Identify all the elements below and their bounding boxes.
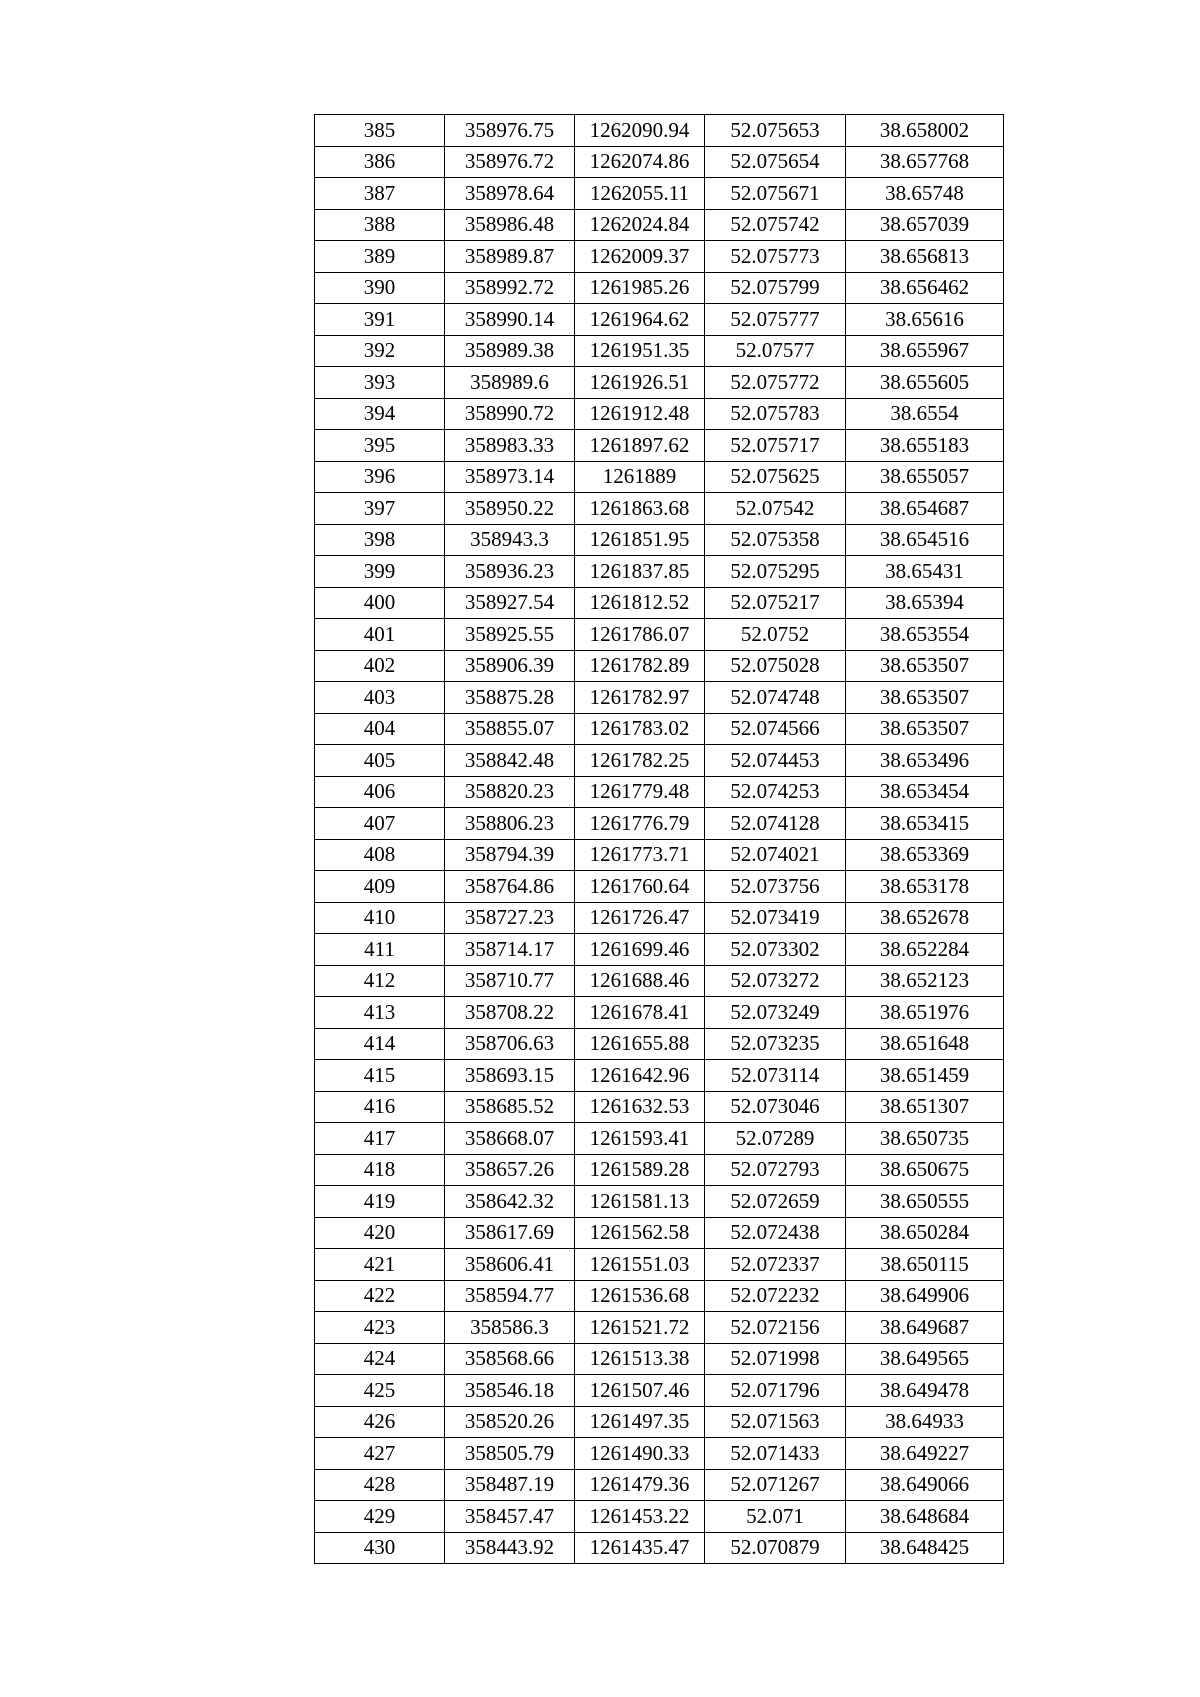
longitude-cell: 38.658002 [846, 115, 1004, 147]
x-coordinate-cell: 358505.79 [445, 1438, 575, 1470]
point-number-cell: 416 [315, 1091, 445, 1123]
table-row [315, 1091, 1004, 1123]
latitude-cell: 52.075295 [705, 556, 846, 588]
table-row [315, 587, 1004, 619]
latitude-cell: 52.075742 [705, 209, 846, 241]
x-coordinate-cell: 358568.66 [445, 1343, 575, 1375]
longitude-cell: 38.650284 [846, 1217, 1004, 1249]
y-coordinate-cell: 1262009.37 [575, 241, 705, 273]
table-row [315, 209, 1004, 241]
table-row [315, 272, 1004, 304]
y-coordinate-cell: 1262024.84 [575, 209, 705, 241]
latitude-cell: 52.074128 [705, 808, 846, 840]
x-coordinate-cell: 358594.77 [445, 1280, 575, 1312]
longitude-cell: 38.650555 [846, 1186, 1004, 1218]
point-number-cell: 385 [315, 115, 445, 147]
y-coordinate-cell: 1261581.13 [575, 1186, 705, 1218]
y-coordinate-cell: 1261851.95 [575, 524, 705, 556]
latitude-cell: 52.073272 [705, 965, 846, 997]
longitude-cell: 38.655057 [846, 461, 1004, 493]
longitude-cell: 38.648684 [846, 1501, 1004, 1533]
latitude-cell: 52.07289 [705, 1123, 846, 1155]
table-row [315, 965, 1004, 997]
longitude-cell: 38.6554 [846, 398, 1004, 430]
x-coordinate-cell: 358925.55 [445, 619, 575, 651]
y-coordinate-cell: 1261513.38 [575, 1343, 705, 1375]
table-row [315, 398, 1004, 430]
table-row [315, 1469, 1004, 1501]
latitude-cell: 52.075653 [705, 115, 846, 147]
table-row [315, 1532, 1004, 1564]
latitude-cell: 52.074748 [705, 682, 846, 714]
latitude-cell: 52.075625 [705, 461, 846, 493]
point-number-cell: 418 [315, 1154, 445, 1186]
latitude-cell: 52.073756 [705, 871, 846, 903]
longitude-cell: 38.653507 [846, 650, 1004, 682]
point-number-cell: 405 [315, 745, 445, 777]
longitude-cell: 38.65431 [846, 556, 1004, 588]
y-coordinate-cell: 1261490.33 [575, 1438, 705, 1470]
y-coordinate-cell: 1261632.53 [575, 1091, 705, 1123]
latitude-cell: 52.075671 [705, 178, 846, 210]
longitude-cell: 38.654687 [846, 493, 1004, 525]
y-coordinate-cell: 1261760.64 [575, 871, 705, 903]
longitude-cell: 38.653369 [846, 839, 1004, 871]
point-number-cell: 404 [315, 713, 445, 745]
longitude-cell: 38.650675 [846, 1154, 1004, 1186]
x-coordinate-cell: 358606.41 [445, 1249, 575, 1281]
x-coordinate-cell: 358617.69 [445, 1217, 575, 1249]
y-coordinate-cell: 1261521.72 [575, 1312, 705, 1344]
x-coordinate-cell: 358710.77 [445, 965, 575, 997]
table-row [315, 461, 1004, 493]
y-coordinate-cell: 1261776.79 [575, 808, 705, 840]
latitude-cell: 52.071563 [705, 1406, 846, 1438]
longitude-cell: 38.657768 [846, 146, 1004, 178]
table-row [315, 934, 1004, 966]
latitude-cell: 52.071433 [705, 1438, 846, 1470]
y-coordinate-cell: 1261479.36 [575, 1469, 705, 1501]
point-number-cell: 409 [315, 871, 445, 903]
y-coordinate-cell: 1261782.97 [575, 682, 705, 714]
table-row [315, 241, 1004, 273]
y-coordinate-cell: 1261536.68 [575, 1280, 705, 1312]
table-row [315, 1406, 1004, 1438]
x-coordinate-cell: 358586.3 [445, 1312, 575, 1344]
longitude-cell: 38.653178 [846, 871, 1004, 903]
x-coordinate-cell: 358842.48 [445, 745, 575, 777]
point-number-cell: 411 [315, 934, 445, 966]
table-row [315, 304, 1004, 336]
y-coordinate-cell: 1261699.46 [575, 934, 705, 966]
point-number-cell: 412 [315, 965, 445, 997]
point-number-cell: 397 [315, 493, 445, 525]
point-number-cell: 429 [315, 1501, 445, 1533]
y-coordinate-cell: 1261779.48 [575, 776, 705, 808]
point-number-cell: 395 [315, 430, 445, 462]
y-coordinate-cell: 1261435.47 [575, 1532, 705, 1564]
point-number-cell: 400 [315, 587, 445, 619]
latitude-cell: 52.074453 [705, 745, 846, 777]
x-coordinate-cell: 358983.33 [445, 430, 575, 462]
x-coordinate-cell: 358906.39 [445, 650, 575, 682]
longitude-cell: 38.64933 [846, 1406, 1004, 1438]
table-row [315, 1249, 1004, 1281]
longitude-cell: 38.653507 [846, 713, 1004, 745]
point-number-cell: 414 [315, 1028, 445, 1060]
latitude-cell: 52.073114 [705, 1060, 846, 1092]
y-coordinate-cell: 1261593.41 [575, 1123, 705, 1155]
point-number-cell: 406 [315, 776, 445, 808]
table-row [315, 115, 1004, 147]
x-coordinate-cell: 358989.87 [445, 241, 575, 273]
y-coordinate-cell: 1261688.46 [575, 965, 705, 997]
table-row [315, 367, 1004, 399]
point-number-cell: 387 [315, 178, 445, 210]
point-number-cell: 428 [315, 1469, 445, 1501]
y-coordinate-cell: 1261786.07 [575, 619, 705, 651]
latitude-cell: 52.072659 [705, 1186, 846, 1218]
x-coordinate-cell: 358855.07 [445, 713, 575, 745]
table-row [315, 1438, 1004, 1470]
y-coordinate-cell: 1261726.47 [575, 902, 705, 934]
longitude-cell: 38.649478 [846, 1375, 1004, 1407]
x-coordinate-cell: 358806.23 [445, 808, 575, 840]
y-coordinate-cell: 1261912.48 [575, 398, 705, 430]
x-coordinate-cell: 358657.26 [445, 1154, 575, 1186]
latitude-cell: 52.075772 [705, 367, 846, 399]
y-coordinate-cell: 1262074.86 [575, 146, 705, 178]
table-row [315, 776, 1004, 808]
table-row [315, 556, 1004, 588]
latitude-cell: 52.075717 [705, 430, 846, 462]
point-number-cell: 413 [315, 997, 445, 1029]
x-coordinate-cell: 358706.63 [445, 1028, 575, 1060]
longitude-cell: 38.655605 [846, 367, 1004, 399]
longitude-cell: 38.649906 [846, 1280, 1004, 1312]
x-coordinate-cell: 358764.86 [445, 871, 575, 903]
table-row [315, 1123, 1004, 1155]
table-row [315, 1186, 1004, 1218]
table-row [315, 871, 1004, 903]
y-coordinate-cell: 1261951.35 [575, 335, 705, 367]
longitude-cell: 38.653454 [846, 776, 1004, 808]
latitude-cell: 52.072793 [705, 1154, 846, 1186]
longitude-cell: 38.65616 [846, 304, 1004, 336]
point-number-cell: 392 [315, 335, 445, 367]
table-row [315, 1343, 1004, 1375]
point-number-cell: 426 [315, 1406, 445, 1438]
longitude-cell: 38.649565 [846, 1343, 1004, 1375]
x-coordinate-cell: 358992.72 [445, 272, 575, 304]
x-coordinate-cell: 358708.22 [445, 997, 575, 1029]
y-coordinate-cell: 1261783.02 [575, 713, 705, 745]
longitude-cell: 38.651459 [846, 1060, 1004, 1092]
point-number-cell: 386 [315, 146, 445, 178]
point-number-cell: 396 [315, 461, 445, 493]
point-number-cell: 415 [315, 1060, 445, 1092]
point-number-cell: 424 [315, 1343, 445, 1375]
latitude-cell: 52.074566 [705, 713, 846, 745]
y-coordinate-cell: 1261837.85 [575, 556, 705, 588]
longitude-cell: 38.652123 [846, 965, 1004, 997]
y-coordinate-cell: 1261985.26 [575, 272, 705, 304]
longitude-cell: 38.649227 [846, 1438, 1004, 1470]
y-coordinate-cell: 1261497.35 [575, 1406, 705, 1438]
longitude-cell: 38.652678 [846, 902, 1004, 934]
point-number-cell: 391 [315, 304, 445, 336]
point-number-cell: 402 [315, 650, 445, 682]
y-coordinate-cell: 1261551.03 [575, 1249, 705, 1281]
table-row [315, 902, 1004, 934]
table-row [315, 1375, 1004, 1407]
y-coordinate-cell: 1261562.58 [575, 1217, 705, 1249]
longitude-cell: 38.657039 [846, 209, 1004, 241]
longitude-cell: 38.651976 [846, 997, 1004, 1029]
x-coordinate-cell: 358986.48 [445, 209, 575, 241]
latitude-cell: 52.07577 [705, 335, 846, 367]
table-row [315, 619, 1004, 651]
longitude-cell: 38.649066 [846, 1469, 1004, 1501]
point-number-cell: 399 [315, 556, 445, 588]
table-row [315, 335, 1004, 367]
longitude-cell: 38.655183 [846, 430, 1004, 462]
table-row [315, 650, 1004, 682]
y-coordinate-cell: 1261863.68 [575, 493, 705, 525]
x-coordinate-cell: 358520.26 [445, 1406, 575, 1438]
x-coordinate-cell: 358714.17 [445, 934, 575, 966]
y-coordinate-cell: 1261453.22 [575, 1501, 705, 1533]
table-row [315, 524, 1004, 556]
table-row [315, 808, 1004, 840]
table-row [315, 1060, 1004, 1092]
table-row [315, 1312, 1004, 1344]
point-number-cell: 393 [315, 367, 445, 399]
latitude-cell: 52.0752 [705, 619, 846, 651]
longitude-cell: 38.650735 [846, 1123, 1004, 1155]
x-coordinate-cell: 358443.92 [445, 1532, 575, 1564]
longitude-cell: 38.648425 [846, 1532, 1004, 1564]
longitude-cell: 38.653554 [846, 619, 1004, 651]
y-coordinate-cell: 1261773.71 [575, 839, 705, 871]
y-coordinate-cell: 1261782.25 [575, 745, 705, 777]
x-coordinate-cell: 358950.22 [445, 493, 575, 525]
latitude-cell: 52.075654 [705, 146, 846, 178]
longitude-cell: 38.655967 [846, 335, 1004, 367]
point-number-cell: 410 [315, 902, 445, 934]
latitude-cell: 52.073419 [705, 902, 846, 934]
table-row [315, 682, 1004, 714]
table-row [315, 430, 1004, 462]
x-coordinate-cell: 358693.15 [445, 1060, 575, 1092]
x-coordinate-cell: 358989.38 [445, 335, 575, 367]
x-coordinate-cell: 358457.47 [445, 1501, 575, 1533]
table-row [315, 493, 1004, 525]
point-number-cell: 425 [315, 1375, 445, 1407]
table-row [315, 1280, 1004, 1312]
y-coordinate-cell: 1261507.46 [575, 1375, 705, 1407]
latitude-cell: 52.073249 [705, 997, 846, 1029]
longitude-cell: 38.653507 [846, 682, 1004, 714]
x-coordinate-cell: 358685.52 [445, 1091, 575, 1123]
longitude-cell: 38.651307 [846, 1091, 1004, 1123]
y-coordinate-cell: 1261782.89 [575, 650, 705, 682]
x-coordinate-cell: 358973.14 [445, 461, 575, 493]
x-coordinate-cell: 358990.72 [445, 398, 575, 430]
point-number-cell: 427 [315, 1438, 445, 1470]
y-coordinate-cell: 1261589.28 [575, 1154, 705, 1186]
table-row [315, 178, 1004, 210]
table-row [315, 1028, 1004, 1060]
point-number-cell: 408 [315, 839, 445, 871]
longitude-cell: 38.651648 [846, 1028, 1004, 1060]
latitude-cell: 52.075217 [705, 587, 846, 619]
latitude-cell: 52.073235 [705, 1028, 846, 1060]
y-coordinate-cell: 1261655.88 [575, 1028, 705, 1060]
table-row [315, 713, 1004, 745]
latitude-cell: 52.072232 [705, 1280, 846, 1312]
table-row [315, 1217, 1004, 1249]
x-coordinate-cell: 358927.54 [445, 587, 575, 619]
point-number-cell: 390 [315, 272, 445, 304]
longitude-cell: 38.650115 [846, 1249, 1004, 1281]
latitude-cell: 52.071796 [705, 1375, 846, 1407]
point-number-cell: 388 [315, 209, 445, 241]
point-number-cell: 430 [315, 1532, 445, 1564]
latitude-cell: 52.075773 [705, 241, 846, 273]
longitude-cell: 38.656813 [846, 241, 1004, 273]
x-coordinate-cell: 358990.14 [445, 304, 575, 336]
x-coordinate-cell: 358794.39 [445, 839, 575, 871]
point-number-cell: 389 [315, 241, 445, 273]
table-row [315, 1154, 1004, 1186]
x-coordinate-cell: 358875.28 [445, 682, 575, 714]
longitude-cell: 38.649687 [846, 1312, 1004, 1344]
point-number-cell: 394 [315, 398, 445, 430]
y-coordinate-cell: 1262090.94 [575, 115, 705, 147]
y-coordinate-cell: 1261642.96 [575, 1060, 705, 1092]
latitude-cell: 52.072438 [705, 1217, 846, 1249]
latitude-cell: 52.072156 [705, 1312, 846, 1344]
latitude-cell: 52.075777 [705, 304, 846, 336]
latitude-cell: 52.071998 [705, 1343, 846, 1375]
x-coordinate-cell: 358989.6 [445, 367, 575, 399]
latitude-cell: 52.074021 [705, 839, 846, 871]
latitude-cell: 52.072337 [705, 1249, 846, 1281]
point-number-cell: 423 [315, 1312, 445, 1344]
point-number-cell: 417 [315, 1123, 445, 1155]
point-number-cell: 422 [315, 1280, 445, 1312]
latitude-cell: 52.070879 [705, 1532, 846, 1564]
latitude-cell: 52.075028 [705, 650, 846, 682]
point-number-cell: 403 [315, 682, 445, 714]
y-coordinate-cell: 1261964.62 [575, 304, 705, 336]
x-coordinate-cell: 358487.19 [445, 1469, 575, 1501]
longitude-cell: 38.654516 [846, 524, 1004, 556]
table-row [315, 1501, 1004, 1533]
x-coordinate-cell: 358820.23 [445, 776, 575, 808]
x-coordinate-cell: 358727.23 [445, 902, 575, 934]
latitude-cell: 52.074253 [705, 776, 846, 808]
latitude-cell: 52.071 [705, 1501, 846, 1533]
longitude-cell: 38.653496 [846, 745, 1004, 777]
latitude-cell: 52.073046 [705, 1091, 846, 1123]
coordinates-table-body [315, 115, 1004, 1564]
table-row [315, 146, 1004, 178]
x-coordinate-cell: 358943.3 [445, 524, 575, 556]
latitude-cell: 52.075358 [705, 524, 846, 556]
table-row [315, 997, 1004, 1029]
x-coordinate-cell: 358642.32 [445, 1186, 575, 1218]
point-number-cell: 407 [315, 808, 445, 840]
longitude-cell: 38.656462 [846, 272, 1004, 304]
longitude-cell: 38.65394 [846, 587, 1004, 619]
table-row [315, 745, 1004, 777]
longitude-cell: 38.652284 [846, 934, 1004, 966]
point-number-cell: 398 [315, 524, 445, 556]
point-number-cell: 420 [315, 1217, 445, 1249]
x-coordinate-cell: 358978.64 [445, 178, 575, 210]
table-row [315, 839, 1004, 871]
point-number-cell: 401 [315, 619, 445, 651]
x-coordinate-cell: 358976.72 [445, 146, 575, 178]
latitude-cell: 52.073302 [705, 934, 846, 966]
latitude-cell: 52.071267 [705, 1469, 846, 1501]
y-coordinate-cell: 1261678.41 [575, 997, 705, 1029]
y-coordinate-cell: 1261897.62 [575, 430, 705, 462]
point-number-cell: 421 [315, 1249, 445, 1281]
longitude-cell: 38.65748 [846, 178, 1004, 210]
x-coordinate-cell: 358546.18 [445, 1375, 575, 1407]
x-coordinate-cell: 358936.23 [445, 556, 575, 588]
point-number-cell: 419 [315, 1186, 445, 1218]
y-coordinate-cell: 1262055.11 [575, 178, 705, 210]
longitude-cell: 38.653415 [846, 808, 1004, 840]
coordinates-table [314, 114, 1004, 1564]
latitude-cell: 52.07542 [705, 493, 846, 525]
y-coordinate-cell: 1261889 [575, 461, 705, 493]
x-coordinate-cell: 358668.07 [445, 1123, 575, 1155]
latitude-cell: 52.075799 [705, 272, 846, 304]
y-coordinate-cell: 1261812.52 [575, 587, 705, 619]
x-coordinate-cell: 358976.75 [445, 115, 575, 147]
latitude-cell: 52.075783 [705, 398, 846, 430]
y-coordinate-cell: 1261926.51 [575, 367, 705, 399]
